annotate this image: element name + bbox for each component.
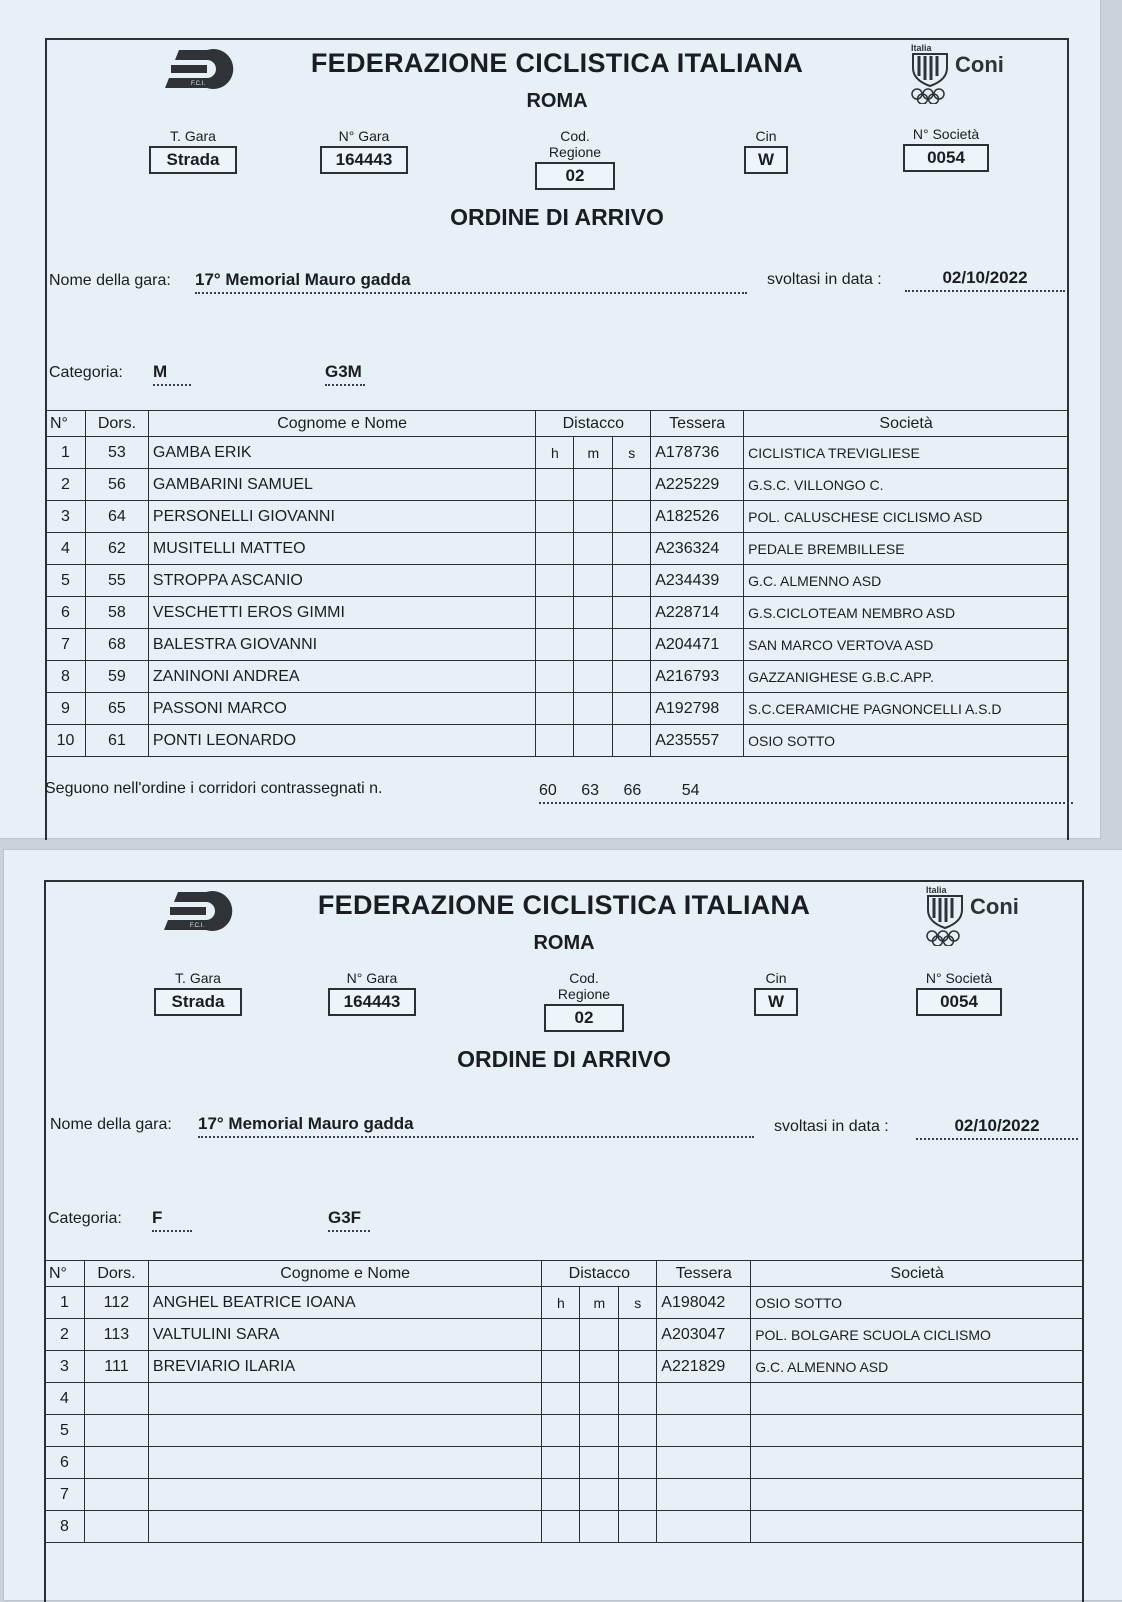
field-value: 02: [535, 162, 615, 190]
table-header-row: [46, 411, 1069, 437]
cell-license-number: [657, 1415, 751, 1447]
field-cin: [744, 128, 788, 174]
cell-distacco-s: [619, 1479, 657, 1511]
field-label: N° Società: [925, 970, 993, 986]
cell-distacco-s: [613, 629, 651, 661]
results-table: [44, 1260, 1084, 1543]
cell-distacco-h: h: [542, 1287, 580, 1319]
cell-distacco-m: [580, 1319, 619, 1351]
field-value: Strada: [154, 988, 242, 1016]
col-header-societa: Società: [751, 1261, 1084, 1287]
cell-rider-name: STROPPA ASCANIO: [148, 565, 535, 597]
cell-distacco-h: [536, 501, 574, 533]
cell-rider-name: MUSITELLI MATTEO: [148, 533, 535, 565]
cell-team: POL. BOLGARE SCUOLA CICLISMO: [751, 1319, 1084, 1351]
cell-license-number: A192798: [651, 693, 744, 725]
table-row: [45, 1479, 1084, 1511]
category-code-value: G3M: [325, 362, 365, 386]
cell-bib-number: 61: [85, 725, 148, 757]
cell-bib-number: 62: [85, 533, 148, 565]
follow-number: 54: [681, 782, 700, 799]
cell-team: [751, 1383, 1084, 1415]
cell-distacco-h: [536, 565, 574, 597]
cell-bib-number: [84, 1511, 148, 1543]
cell-distacco-m: [580, 1479, 619, 1511]
cell-position: 8: [45, 1511, 85, 1543]
cell-team: PEDALE BREMBILLESE: [744, 533, 1069, 565]
coni-logo-brand: Coni: [955, 52, 1004, 77]
cell-team: [751, 1479, 1084, 1511]
field-cod-regione: [544, 970, 624, 1032]
table-row: [46, 469, 1069, 501]
fci-logo-text: F.C.I.: [190, 923, 205, 929]
cell-license-number: [657, 1447, 751, 1479]
cell-distacco-s: [619, 1447, 657, 1479]
cell-distacco-s: [619, 1351, 657, 1383]
field-numero-societa: [916, 970, 1002, 1016]
cell-bib-number: 68: [85, 629, 148, 661]
cell-license-number: A236324: [651, 533, 744, 565]
table-row: [45, 1319, 1084, 1351]
cell-rider-name: [148, 1447, 542, 1479]
cell-license-number: A182526: [651, 501, 744, 533]
field-cod-regione: [535, 128, 615, 190]
field-cin: [754, 970, 798, 1016]
cell-distacco-h: [542, 1415, 580, 1447]
cell-team: GAZZANIGHESE G.B.C.APP.: [744, 661, 1069, 693]
cell-rider-name: GAMBARINI SAMUEL: [148, 469, 535, 501]
cell-distacco-s: [613, 533, 651, 565]
cell-distacco-s: [619, 1415, 657, 1447]
cell-distacco-h: [542, 1479, 580, 1511]
cell-rider-name: GAMBA ERIK: [148, 437, 535, 469]
category-code-value: G3F: [328, 1208, 370, 1232]
col-header-societa: Società: [744, 411, 1069, 437]
col-header-tessera: Tessera: [651, 411, 744, 437]
category-sex-value: F: [152, 1208, 192, 1232]
table-header-row: [45, 1261, 1084, 1287]
cell-team: S.C.CERAMICHE PAGNONCELLI A.S.D: [744, 693, 1069, 725]
cell-bib-number: [84, 1479, 148, 1511]
cell-distacco-m: [574, 629, 613, 661]
field-value: W: [754, 988, 798, 1016]
cell-license-number: A235557: [651, 725, 744, 757]
col-header-dors: Dors.: [84, 1261, 148, 1287]
coni-logo-brand: Coni: [970, 894, 1019, 919]
coni-logo-top-text: Italia: [911, 43, 932, 53]
cell-distacco-m: [574, 661, 613, 693]
cell-position: 6: [45, 1447, 85, 1479]
ordine-di-arrivo-heading: ORDINE DI ARRIVO: [450, 204, 664, 230]
cell-bib-number: 64: [85, 501, 148, 533]
cell-position: 2: [46, 469, 86, 501]
date-label: svoltasi in data :: [774, 1118, 889, 1135]
cell-position: 8: [46, 661, 86, 693]
results-table: [45, 410, 1069, 757]
cell-distacco-s: [613, 469, 651, 501]
field-label: Cin: [755, 128, 777, 144]
cell-distacco-m: [574, 597, 613, 629]
cell-distacco-s: [613, 725, 651, 757]
col-header-distacco: Distacco: [536, 411, 651, 437]
cell-team: CICLISTICA TREVIGLIESE: [744, 437, 1069, 469]
field-numero-gara: [320, 128, 408, 174]
cell-team: OSIO SOTTO: [744, 725, 1069, 757]
category-label: Categoria:: [48, 1210, 122, 1227]
field-value: Strada: [149, 146, 237, 174]
cell-distacco-h: [536, 469, 574, 501]
table-row: [46, 661, 1069, 693]
cell-bib-number: 59: [85, 661, 148, 693]
cell-distacco-s: s: [619, 1287, 657, 1319]
cell-distacco-m: [574, 565, 613, 597]
field-label: N° Società: [912, 126, 980, 142]
cell-team: [751, 1415, 1084, 1447]
table-row: [46, 725, 1069, 757]
col-header-n: N°: [45, 1261, 85, 1287]
cell-team: G.C. ALMENNO ASD: [751, 1351, 1084, 1383]
date-label: svoltasi in data :: [767, 271, 882, 288]
cell-distacco-s: [613, 565, 651, 597]
cell-distacco-h: [542, 1447, 580, 1479]
coni-logo-icon: [924, 884, 1034, 946]
cell-team: G.S.CICLOTEAM NEMBRO ASD: [744, 597, 1069, 629]
cell-license-number: A198042: [657, 1287, 751, 1319]
cell-rider-name: ANGHEL BEATRICE IOANA: [148, 1287, 542, 1319]
cell-team: POL. CALUSCHESE CICLISMO ASD: [744, 501, 1069, 533]
follow-label: Seguono nell'ordine i corridori contrassegnati n.: [45, 780, 383, 797]
cell-bib-number: [84, 1383, 148, 1415]
cell-bib-number: 53: [85, 437, 148, 469]
cell-license-number: A216793: [651, 661, 744, 693]
cell-distacco-m: [580, 1351, 619, 1383]
cell-team: [751, 1447, 1084, 1479]
race-name-value: 17° Memorial Mauro gadda: [195, 270, 747, 294]
field-value: 0054: [916, 988, 1002, 1016]
cell-rider-name: BALESTRA GIOVANNI: [148, 629, 535, 661]
cell-position: 4: [46, 533, 86, 565]
city-label: ROMA: [526, 90, 588, 112]
cell-position: 5: [45, 1415, 85, 1447]
field-label: T. Gara: [170, 128, 216, 144]
cell-position: 9: [46, 693, 86, 725]
cell-rider-name: PONTI LEONARDO: [148, 725, 535, 757]
cell-distacco-m: [574, 469, 613, 501]
cell-rider-name: PERSONELLI GIOVANNI: [148, 501, 535, 533]
cell-distacco-h: h: [536, 437, 574, 469]
cell-distacco-s: [619, 1511, 657, 1543]
cell-rider-name: [148, 1383, 542, 1415]
cell-bib-number: 112: [84, 1287, 148, 1319]
table-row: [45, 1415, 1084, 1447]
sheet-frame: [45, 38, 1069, 840]
category-label: Categoria:: [49, 364, 123, 381]
cell-distacco-h: [542, 1383, 580, 1415]
col-header-distacco: Distacco: [542, 1261, 657, 1287]
cell-distacco-m: [574, 501, 613, 533]
field-tipo-gara: [154, 970, 242, 1016]
cell-distacco-s: [613, 501, 651, 533]
cell-distacco-h: [536, 725, 574, 757]
cell-bib-number: [84, 1415, 148, 1447]
cell-license-number: A204471: [651, 629, 744, 661]
table-row: [46, 597, 1069, 629]
cell-distacco-h: [536, 629, 574, 661]
col-header-name: Cognome e Nome: [148, 411, 535, 437]
category-sex-value: M: [153, 362, 191, 386]
cell-rider-name: ZANINONI ANDREA: [148, 661, 535, 693]
cell-license-number: A228714: [651, 597, 744, 629]
col-header-name: Cognome e Nome: [148, 1261, 542, 1287]
cell-team: [751, 1511, 1084, 1543]
race-name-label: Nome della gara:: [49, 272, 171, 289]
col-header-tessera: Tessera: [657, 1261, 751, 1287]
field-label: N° Gara: [346, 970, 398, 986]
cell-license-number: [657, 1383, 751, 1415]
cell-distacco-m: [574, 693, 613, 725]
col-header-dors: Dors.: [85, 411, 148, 437]
cell-team: G.C. ALMENNO ASD: [744, 565, 1069, 597]
follow-number: 66: [623, 782, 642, 799]
cell-bib-number: 55: [85, 565, 148, 597]
field-label: Cod. Regione: [557, 970, 611, 1002]
cell-distacco-m: m: [574, 437, 613, 469]
cell-distacco-s: [619, 1319, 657, 1351]
cell-distacco-m: [574, 725, 613, 757]
field-label: Cin: [765, 970, 787, 986]
cell-bib-number: 113: [84, 1319, 148, 1351]
results-sheet-female: [4, 850, 1122, 1600]
cell-rider-name: PASSONI MARCO: [148, 693, 535, 725]
table-row: [45, 1511, 1084, 1543]
cell-distacco-m: [580, 1447, 619, 1479]
cell-bib-number: 111: [84, 1351, 148, 1383]
cell-distacco-m: [580, 1511, 619, 1543]
field-tipo-gara: [149, 128, 237, 174]
cell-position: 2: [45, 1319, 85, 1351]
cell-distacco-h: [536, 533, 574, 565]
cell-position: 7: [45, 1479, 85, 1511]
cell-position: 3: [45, 1351, 85, 1383]
table-row: [45, 1287, 1084, 1319]
table-row: [46, 565, 1069, 597]
cell-position: 3: [46, 501, 86, 533]
cell-distacco-m: [574, 533, 613, 565]
fci-logo-text: F.C.I.: [191, 81, 206, 87]
cell-position: 1: [45, 1287, 85, 1319]
cell-bib-number: 58: [85, 597, 148, 629]
race-name-label: Nome della gara:: [50, 1116, 172, 1133]
cell-license-number: A221829: [657, 1351, 751, 1383]
date-value: 02/10/2022: [905, 268, 1065, 292]
table-row: [46, 501, 1069, 533]
cell-license-number: A234439: [651, 565, 744, 597]
follow-number: 63: [581, 782, 600, 799]
cell-rider-name: VALTULINI SARA: [148, 1319, 542, 1351]
cell-license-number: A178736: [651, 437, 744, 469]
cell-distacco-h: [542, 1319, 580, 1351]
cell-distacco-h: [542, 1511, 580, 1543]
field-label: T. Gara: [175, 970, 221, 986]
field-value: 164443: [328, 988, 416, 1016]
table-row: [46, 437, 1069, 469]
cell-rider-name: BREVIARIO ILARIA: [148, 1351, 542, 1383]
cell-rider-name: [148, 1415, 542, 1447]
cell-distacco-s: s: [613, 437, 651, 469]
field-label: Cod. Regione: [548, 128, 602, 160]
cell-bib-number: [84, 1447, 148, 1479]
cell-team: OSIO SOTTO: [751, 1287, 1084, 1319]
table-row: [45, 1383, 1084, 1415]
cell-license-number: A203047: [657, 1319, 751, 1351]
race-name-value: 17° Memorial Mauro gadda: [198, 1114, 754, 1138]
cell-license-number: A225229: [651, 469, 744, 501]
cell-rider-name: [148, 1479, 542, 1511]
cell-distacco-m: [580, 1383, 619, 1415]
table-row: [45, 1351, 1084, 1383]
field-label: N° Gara: [338, 128, 390, 144]
date-value: 02/10/2022: [916, 1116, 1078, 1140]
col-header-n: N°: [46, 411, 86, 437]
cell-distacco-s: [613, 597, 651, 629]
cell-position: 5: [46, 565, 86, 597]
cell-bib-number: 56: [85, 469, 148, 501]
cell-rider-name: [148, 1511, 542, 1543]
field-numero-societa: [903, 126, 989, 172]
cell-distacco-s: [613, 661, 651, 693]
cell-distacco-s: [613, 693, 651, 725]
cell-distacco-h: [536, 597, 574, 629]
field-value: 164443: [320, 146, 408, 174]
cell-team: SAN MARCO VERTOVA ASD: [744, 629, 1069, 661]
follow-numbers: [539, 782, 1073, 804]
table-row: [46, 693, 1069, 725]
field-value: 0054: [903, 144, 989, 172]
table-row: [46, 533, 1069, 565]
table-row: [46, 629, 1069, 661]
field-value: W: [744, 146, 788, 174]
sheet-frame: [44, 880, 1084, 1602]
cell-bib-number: 65: [85, 693, 148, 725]
coni-logo-top-text: Italia: [926, 885, 947, 895]
cell-position: 7: [46, 629, 86, 661]
ordine-di-arrivo-heading: ORDINE DI ARRIVO: [457, 1046, 671, 1072]
cell-distacco-h: [536, 661, 574, 693]
cell-position: 1: [46, 437, 86, 469]
coni-logo-icon: [909, 42, 1019, 104]
cell-license-number: [657, 1511, 751, 1543]
table-row: [45, 1447, 1084, 1479]
cell-distacco-s: [619, 1383, 657, 1415]
cell-team: G.S.C. VILLONGO C.: [744, 469, 1069, 501]
federation-title: FEDERAZIONE CICLISTICA ITALIANA: [310, 48, 804, 78]
field-numero-gara: [328, 970, 416, 1016]
follow-number: 60: [539, 782, 557, 799]
cell-distacco-h: [542, 1351, 580, 1383]
cell-distacco-h: [536, 693, 574, 725]
city-label: ROMA: [533, 932, 595, 954]
federation-title: FEDERAZIONE CICLISTICA ITALIANA: [317, 890, 811, 920]
cell-distacco-m: [580, 1415, 619, 1447]
cell-distacco-m: m: [580, 1287, 619, 1319]
cell-position: 10: [46, 725, 86, 757]
cell-rider-name: VESCHETTI EROS GIMMI: [148, 597, 535, 629]
cell-position: 6: [46, 597, 86, 629]
cell-position: 4: [45, 1383, 85, 1415]
field-value: 02: [544, 1004, 624, 1032]
cell-license-number: [657, 1479, 751, 1511]
